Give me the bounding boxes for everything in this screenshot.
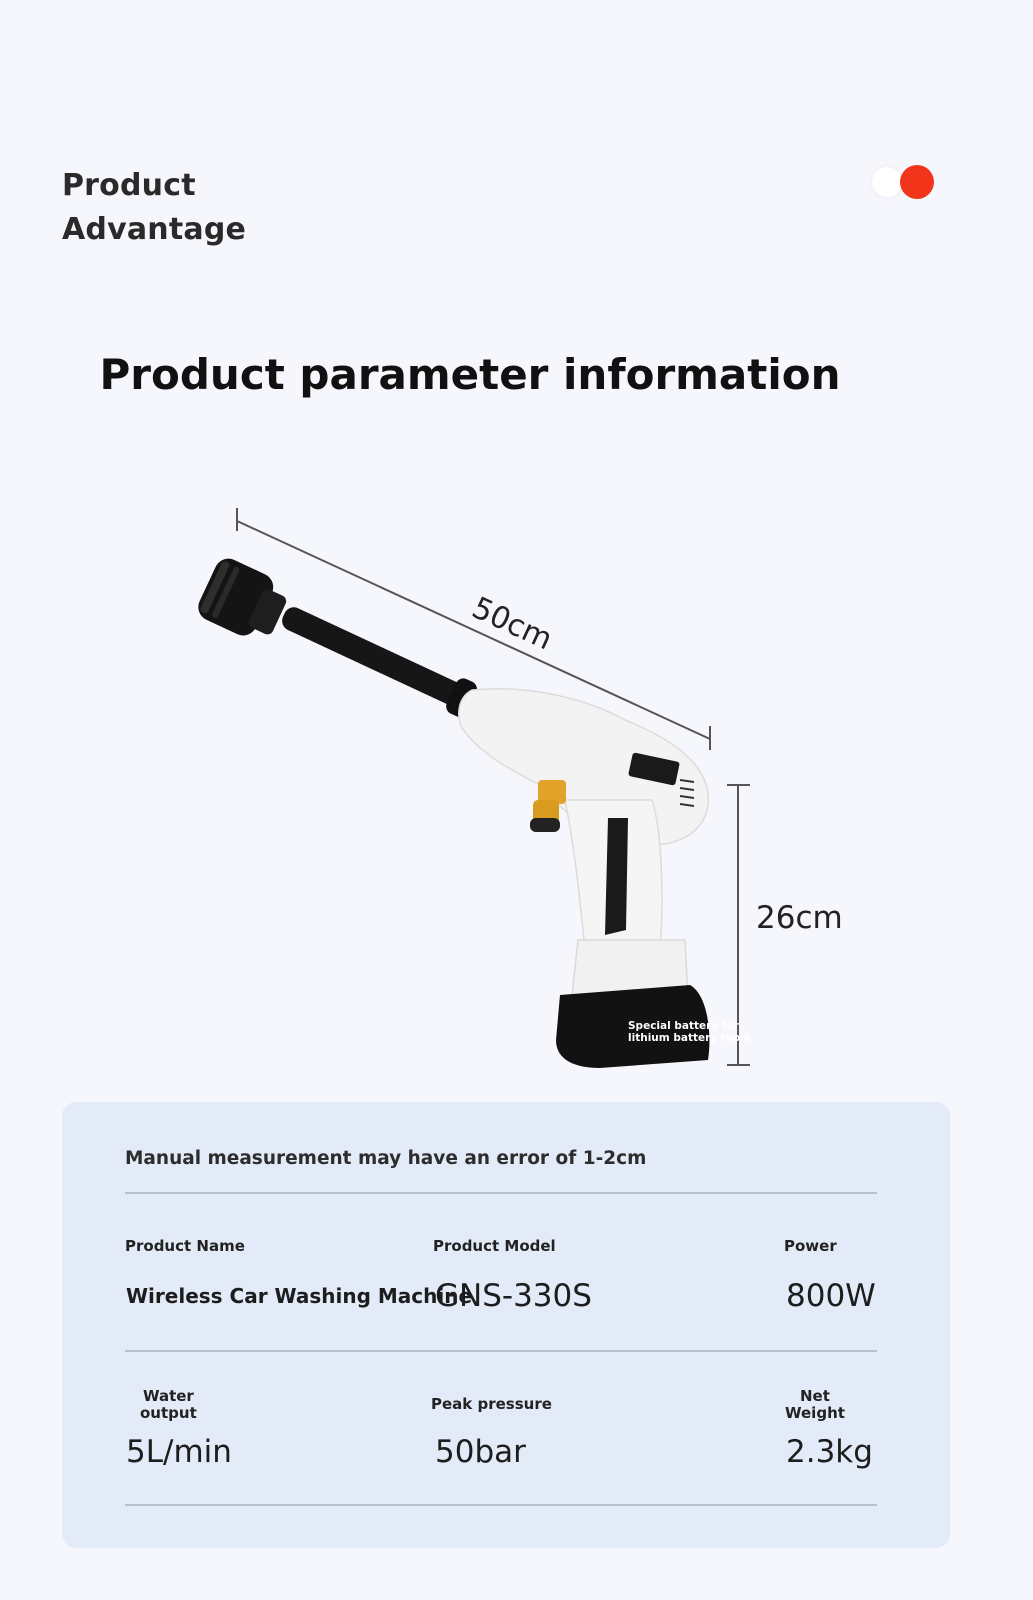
section-title-line1: Product (62, 168, 196, 203)
divider (125, 1350, 877, 1352)
section-title (62, 164, 246, 252)
indicator-dot-red-icon (900, 165, 934, 199)
power-value: 800W (786, 1278, 876, 1314)
water-output-value: 5L/min (126, 1434, 232, 1470)
spray-nozzle (194, 554, 293, 647)
water-output-label (140, 1388, 197, 1422)
product-model-label: Product Model (433, 1237, 556, 1255)
product-name-value: Wireless Car Washing Machine (126, 1284, 473, 1308)
trigger (605, 818, 628, 935)
height-label: 26cm (756, 900, 843, 936)
water-output-label-line2: output (140, 1404, 197, 1422)
product-name-label: Product Name (125, 1237, 245, 1255)
battery-label-line1: Special battery for (628, 1020, 739, 1032)
indicator-dots (868, 163, 938, 203)
net-weight-value: 2.3kg (786, 1434, 873, 1470)
measurement-note: Manual measurement may have an error of 1-2cm (125, 1148, 647, 1169)
water-output-label-line1: Water (142, 1387, 194, 1405)
product-image (180, 490, 780, 1080)
spec-card (62, 1102, 950, 1548)
peak-pressure-value: 50bar (435, 1434, 526, 1470)
net-weight-label (785, 1388, 845, 1422)
peak-pressure-label: Peak pressure (431, 1395, 552, 1413)
battery-label-line2: lithium battery tools (628, 1032, 751, 1044)
page-heading: Product parameter information (99, 350, 841, 399)
divider (125, 1192, 877, 1194)
product-model-value: GNS-330S (435, 1278, 592, 1314)
net-weight-label-line2: Weight (785, 1404, 845, 1422)
section-title-line2: Advantage (62, 212, 247, 247)
indicator-dot-white-icon (872, 167, 902, 197)
divider (125, 1504, 877, 1506)
power-label: Power (784, 1237, 837, 1255)
spray-wand (276, 598, 480, 720)
length-label: 50cm (466, 590, 558, 658)
net-weight-label-line1: Net (800, 1387, 830, 1405)
